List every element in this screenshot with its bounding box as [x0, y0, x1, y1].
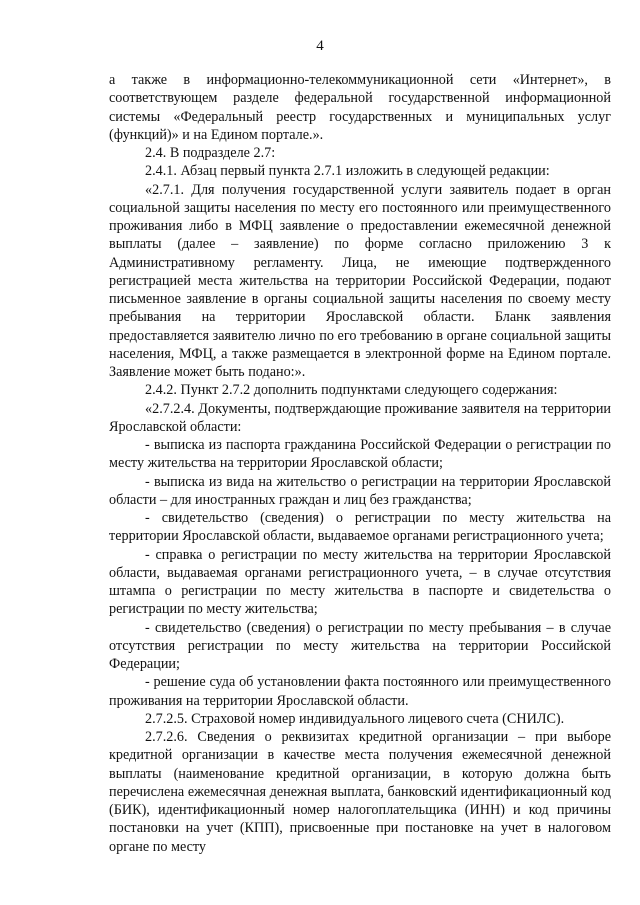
paragraph-2-4-2: 2.4.2. Пункт 2.7.2 дополнить подпунктами следующего содержания:: [145, 382, 558, 399]
list-item-court-decision: - решение суда об установлении факта постоянного или преимущественного проживания на территории Ярославской области.: [109, 674, 611, 709]
list-item-registration-certificate: - свидетельство (сведения) о регистрации по месту жительства на территории Ярославской области, выдаваемое органами регистрационного учета;: [109, 510, 611, 545]
paragraph-continuation: а также в информационно-телекоммуникационной сети «Интернет», в соответствующем разделе федеральной государственной информационной системы «Федеральный реестр государственных и муниципальных услуг (функций)» и на Едином портале.».: [109, 72, 611, 143]
page-number: 4: [316, 38, 324, 54]
list-item-passport-extract: - выписка из паспорта гражданина Российской Федерации о регистрации по месту жительства на территории Ярославской области;: [109, 437, 611, 472]
paragraph-2-7-2-4: «2.7.2.4. Документы, подтверждающие проживание заявителя на территории Ярославской области:: [109, 400, 611, 435]
document-body: [109, 71, 611, 856]
list-item-stay-registration: - свидетельство (сведения) о регистрации по месту пребывания – в случае отсутствия регистрации по месту жительства на территории Российской Федерации;: [109, 619, 611, 672]
paragraph-2-4-1: 2.4.1. Абзац первый пункта 2.7.1 изложить в следующей редакции:: [145, 163, 550, 180]
paragraph-section-2-4: 2.4. В подразделе 2.7:: [145, 145, 276, 161]
list-item-residence-permit: - выписка из вида на жительство о регистрации на территории Ярославской области – для иностранных граждан и лиц без гражданства;: [109, 473, 611, 508]
list-item-registration-reference: - справка о регистрации по месту жительства на территории Ярославской области, выдаваемая органами регистрационного учета, – в случае отсутствия штампа о регистрации по месту жительства в паспорте и свидетельства о регистрации по месту жительства;: [109, 546, 611, 618]
paragraph-2-7-2-6: 2.7.2.6. Сведения о реквизитах кредитной организации – при выборе кредитной организации в качестве места получения ежемесячной денежной выплаты (наименование кредитной организации, в которую должна быть перечислена ежемесячная денежная выплата, банковский идентификационный код (БИК), идентификационный номер налогоплательщика (ИНН) и код причины постановки на учет (КПП), присвоенные при постановке на учет в налоговом органе по месту: [109, 729, 611, 855]
paragraph-2-7-1-text: «2.7.1. Для получения государственной услуги заявитель подает в орган социальной защиты населения по месту его постоянного или преимущественного проживания либо в МФЦ заявление о предоставлении ежемесячной денежной выплаты (далее – заявление) по форме согласно приложению 3 к Административному регламенту. Лица, не имеющие подтвержденного регистрацией места жительства на территории Российской Федерации, подают письменное заявление в органы социальной защиты населения по своему месту пребывания на территории Ярославской области. Бланк заявления предоставляется заявителю лично по его требованию в органе социальной защиты населения, МФЦ, а также размещается в электронной форме на Едином портале. Заявление может быть подано:».: [109, 181, 611, 380]
paragraph-2-7-2-5: 2.7.2.5. Страховой номер индивидуального лицевого счета (СНИЛС).: [145, 710, 565, 727]
